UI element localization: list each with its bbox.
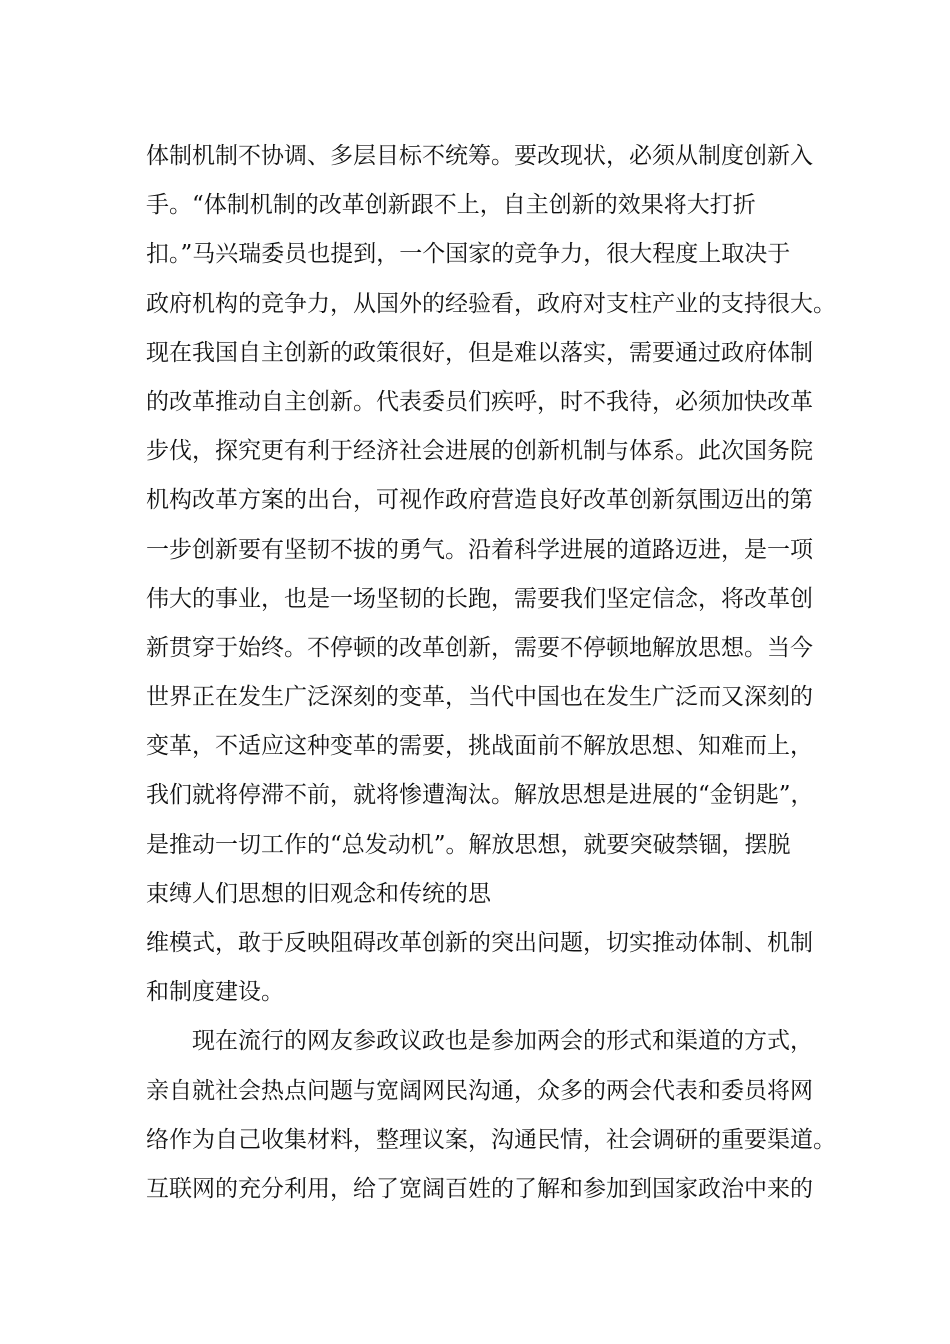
text-line: 手。“体制机制的改革创新跟不上，自主创新的效果将大打折 [146, 192, 756, 219]
text-line: 的改革推动自主创新。代表委员们疾呼，时不我待，必须加快改革 [146, 388, 813, 415]
paragraph-first-line: 现在流行的网友参政议政也是参加两会的形式和渠道的方式， [192, 1028, 813, 1055]
text-line: 束缚人们思想的旧观念和传统的思 [146, 880, 491, 907]
text-line: 维模式，敢于反映阻碍改革创新的突出问题，切实推动体制、机制 [146, 930, 813, 956]
text-line: 政府机构的竞争力，从国外的经验看，政府对支柱产业的支持很大。 [146, 290, 836, 317]
text-line: 新贯穿于始终。不停顿的改革创新，需要不停顿地解放思想。当今 [146, 634, 813, 661]
text-line: 世界正在发生广泛深刻的变革，当代中国也在发生广泛而又深刻的 [146, 684, 813, 711]
text-line: 伟大的事业，也是一场坚韧的长跑，需要我们坚定信念，将改革创 [146, 585, 813, 612]
text-line: 和制度建设。 [146, 979, 284, 1006]
text-line: 机构改革方案的出台，可视作政府营造良好改革创新氛围迈出的第 [146, 487, 813, 514]
text-line: 现在我国自主创新的政策很好，但是难以落实，需要通过政府体制 [146, 339, 813, 366]
text-line: 变革，不适应这种变革的需要，挑战面前不解放思想、知难而上， [146, 733, 813, 760]
text-line: 络作为自己收集材料，整理议案，沟通民情，社会调研的重要渠道。 [146, 1126, 836, 1153]
text-line: 一步创新要有坚韧不拔的勇气。沿着科学进展的道路迈进，是一项 [146, 536, 813, 563]
text-line: 扣。”马兴瑞委员也提到，一个国家的竞争力，很大程度上取决于 [146, 241, 791, 268]
text-line: 我们就将停滞不前，就将惨遭淘汰。解放思想是进展的“金钥匙”， [146, 782, 814, 809]
body-text [146, 132, 836, 1214]
text-line: 亲自就社会热点问题与宽阔网民沟通，众多的两会代表和委员将网 [146, 1077, 813, 1104]
text-line: 步伐，探究更有利于经济社会进展的创新机制与体系。此次国务院 [146, 438, 813, 465]
text-line: 互联网的充分利用，给了宽阔百姓的了解和参加到国家政治中来的 [146, 1175, 813, 1202]
text-line: 体制机制不协调、多层目标不统筹。要改现状，必须从制度创新入 [146, 143, 813, 169]
text-line: 是推动一切工作的“总发动机”。解放思想，就要突破禁锢，摆脱 [146, 831, 791, 858]
